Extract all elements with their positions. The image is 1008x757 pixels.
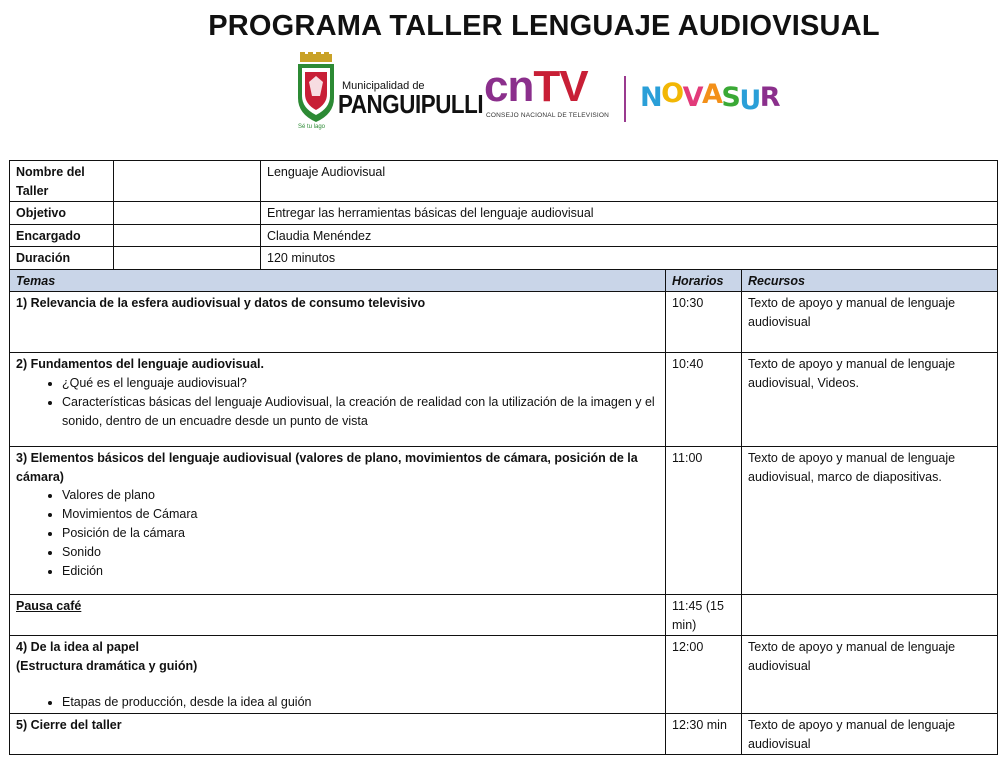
page-title: PROGRAMA TALLER LENGUAJE AUDIOVISUAL (208, 10, 880, 42)
horario-cell: 12:00 (666, 636, 742, 714)
municipalidad-tagline: Sé tu lago (298, 124, 326, 130)
table-row (10, 636, 998, 714)
tema-cell (10, 636, 666, 714)
recursos-cell: Texto de apoyo y manual de lenguaje audiovisual (742, 292, 998, 353)
horario-cell: 10:40 (666, 353, 742, 447)
table-row (10, 447, 998, 595)
list-item: • ¿Qué es el lenguaje audiovisual? (62, 374, 659, 393)
info-empty (114, 202, 261, 225)
tema-title: 1) Relevancia de la esfera audiovisual y datos de consumo televisivo (16, 296, 426, 310)
list-item: • Posición de la cámara (62, 524, 659, 543)
recursos-cell: Texto de apoyo y manual de lenguaje audiovisual (742, 714, 998, 755)
recursos-cell (742, 595, 998, 636)
tema-cell (10, 447, 666, 595)
tema-title: Pausa café (16, 599, 82, 613)
cntv-wordmark: cnTV (484, 62, 588, 111)
tema-cell (10, 595, 666, 636)
tema-cell (10, 714, 666, 755)
table-row (10, 353, 998, 447)
municipalidad-label: Municipalidad de (342, 80, 425, 92)
info-label: Encargado (10, 224, 114, 247)
info-row (10, 161, 998, 202)
header-recursos: Recursos (742, 269, 998, 292)
novasur-letter: N (640, 82, 662, 113)
info-row (10, 224, 998, 247)
table-row (10, 714, 998, 755)
tema-title: 4) De la idea al papel (16, 640, 139, 654)
crest-icon (294, 52, 338, 126)
novasur-letter: V (682, 82, 702, 113)
horario-cell: 11:45 (15 min) (666, 595, 742, 636)
list-item: • Valores de plano (62, 486, 659, 505)
cntv-subtitle: CONSEJO NACIONAL DE TELEVISION (486, 112, 610, 119)
novasur-letter: O (661, 78, 683, 109)
info-label: Duración (10, 247, 114, 270)
info-value: 120 minutos (261, 247, 998, 270)
novasur-letter: U (739, 85, 760, 116)
recursos-cell: Texto de apoyo y manual de lenguaje audiovisual, Videos. (742, 353, 998, 447)
recursos-cell: Texto de apoyo y manual de lenguaje audiovisual, marco de diapositivas. (742, 447, 998, 595)
municipalidad-logo (294, 52, 484, 138)
info-empty (114, 161, 261, 202)
tema-bullets (16, 374, 659, 431)
horario-cell: 11:00 (666, 447, 742, 595)
list-item: • Características básicas del lenguaje Audiovisual, la creación de realidad con la utilización de la imagen y el sonido, dentro de un encuadre desde un punto de vista (62, 393, 659, 431)
cntv-logo (484, 62, 634, 128)
tema-bullets (16, 693, 659, 712)
novasur-letter: A (701, 79, 722, 110)
program-table (9, 160, 998, 755)
horario-cell: 12:30 min (666, 714, 742, 755)
info-row (10, 247, 998, 270)
novasur-letter: S (721, 82, 740, 113)
info-value: Lenguaje Audiovisual (261, 161, 998, 202)
tema-cell (10, 292, 666, 353)
list-item: • Movimientos de Cámara (62, 505, 659, 524)
list-item: • Sonido (62, 543, 659, 562)
horario-cell: 10:30 (666, 292, 742, 353)
list-item: • Edición (62, 562, 659, 581)
info-label: Objetivo (10, 202, 114, 225)
tema-bullets (16, 486, 659, 581)
list-item: • Etapas de producción, desde la idea al guión (62, 693, 659, 712)
table-header-row (10, 269, 998, 292)
tema-cell (10, 353, 666, 447)
header-temas: Temas (10, 269, 666, 292)
panguipulli-label: PANGUIPULLI (338, 89, 484, 119)
info-value: Claudia Menéndez (261, 224, 998, 247)
header-horarios: Horarios (666, 269, 742, 292)
novasur-letter: R (759, 82, 780, 113)
info-row (10, 202, 998, 225)
tema-subtitle: (Estructura dramática y guión) (16, 658, 198, 673)
novasur-logo (640, 78, 780, 116)
info-empty (114, 224, 261, 247)
tema-title: 2) Fundamentos del lenguaje audiovisual. (16, 357, 264, 371)
table-row (10, 595, 998, 636)
table-row (10, 292, 998, 353)
info-label: Nombre del Taller (10, 161, 114, 202)
recursos-cell: Texto de apoyo y manual de lenguaje audiovisual (742, 636, 998, 714)
info-value: Entregar las herramientas básicas del lenguaje audiovisual (261, 202, 998, 225)
tema-title: 5) Cierre del taller (16, 718, 122, 732)
tema-title: 3) Elementos básicos del lenguaje audiovisual (valores de plano, movimientos de cámara, posición de la cámara) (16, 451, 638, 484)
info-empty (114, 247, 261, 270)
logo-separator (624, 76, 626, 122)
